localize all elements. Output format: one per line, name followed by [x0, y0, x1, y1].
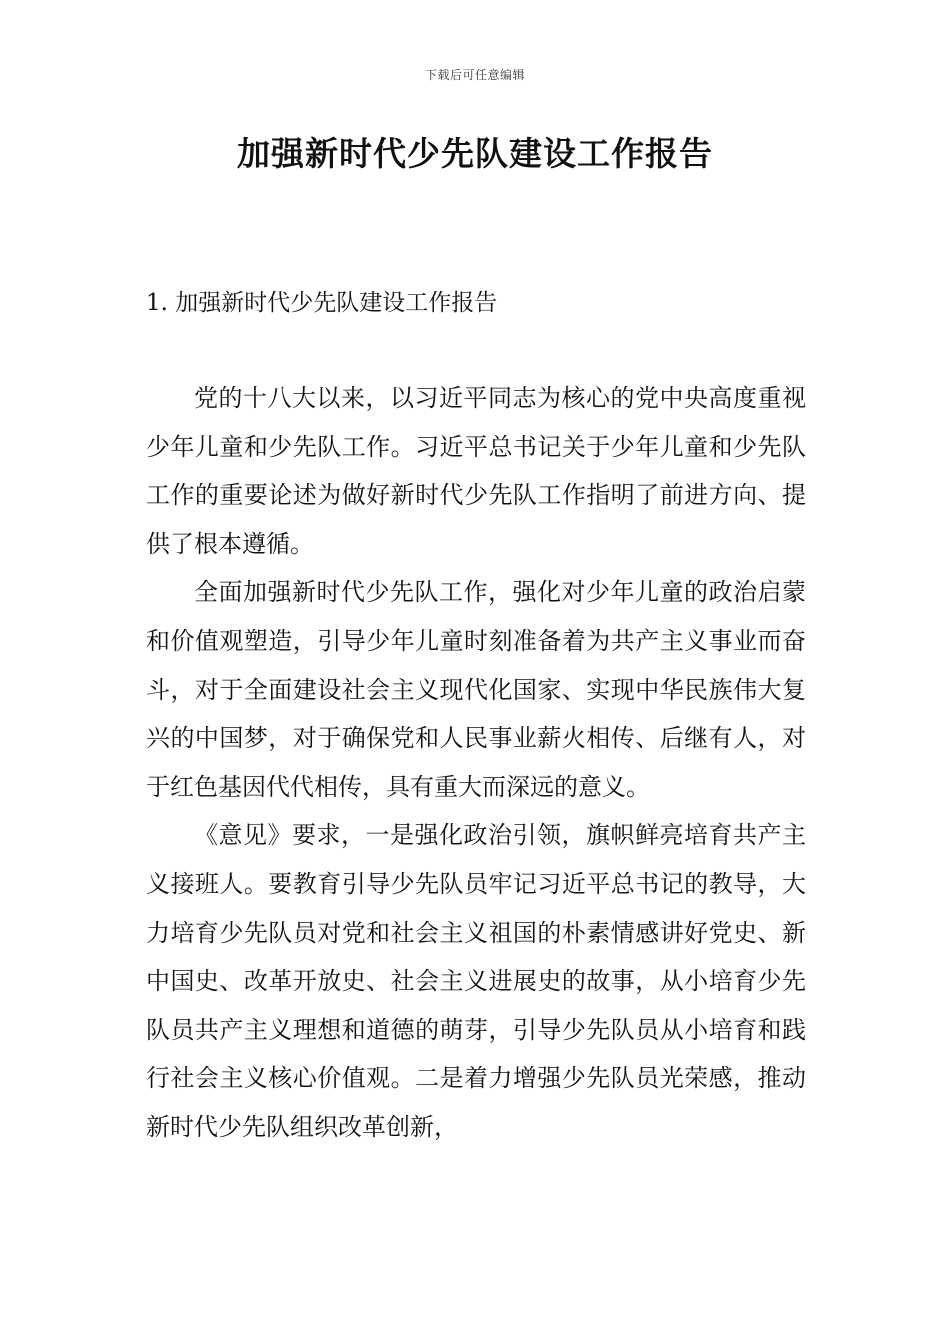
section-heading: 1. 加强新时代少先队建设工作报告: [146, 290, 498, 316]
document-title: 加强新时代少先队建设工作报告: [237, 134, 713, 173]
document-body: [146, 374, 806, 1152]
paragraph-1: 党的十八大以来，以习近平同志为核心的党中央高度重视少年儿童和少先队工作。习近平总书记关于少年儿童和少先队工作的重要论述为做好新时代少先队工作指明了前进方向、提供了根本遵循。: [146, 384, 806, 558]
paragraph-3: 《意见》要求，一是强化政治引领，旗帜鲜亮培育共产主义接班人。要教育引导少先队员牢记习近平总书记的教导，大力培育少先队员对党和社会主义祖国的朴素情感讲好党史、新中国史、改革开放史、社会主义进展史的故事，从小培育少先队员共产主义理想和道德的萌芽，引导少先队员从小培育和践行社会主义核心价值观。二是着力增强少先队员光荣感，推动新时代少先队组织改革创新，: [146, 821, 806, 1141]
header-note: 下载后可任意编辑: [424, 68, 525, 82]
paragraph-2: 全面加强新时代少先队工作，强化对少年儿童的政治启蒙和价值观塑造，引导少年儿童时刻准备着为共产主义事业而奋斗，对于全面建设社会主义现代化国家、实现中华民族伟大复兴的中国梦，对于确保党和人民事业薪火相传、后继有人，对于红色基因代代相传，具有重大而深远的意义。: [146, 578, 806, 801]
